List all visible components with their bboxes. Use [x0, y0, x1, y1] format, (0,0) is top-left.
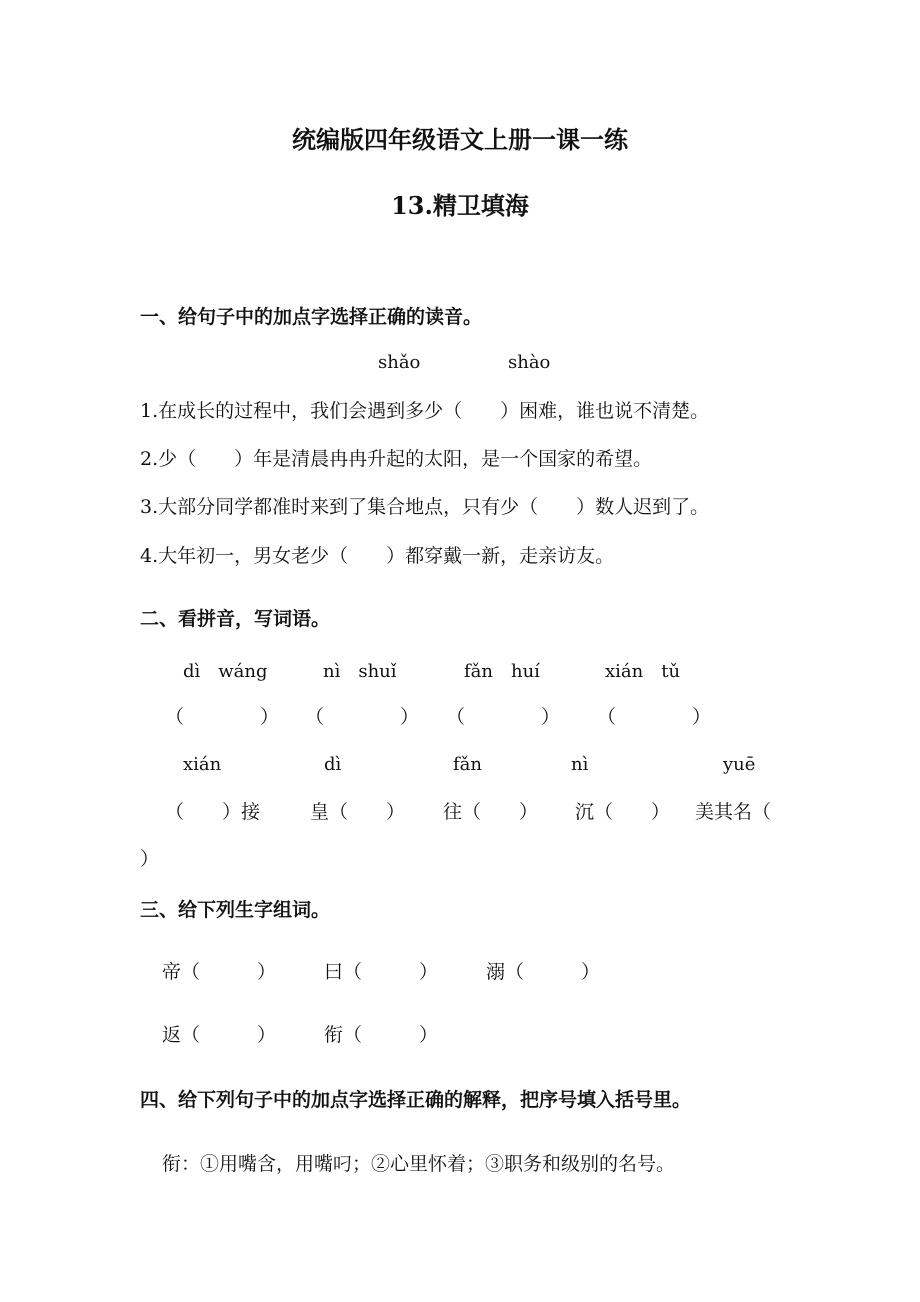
- section-3-heading: 三、给下列生字组词。: [140, 899, 331, 921]
- pinyin-fan: fǎn: [453, 754, 482, 775]
- compose-di[interactable]: 帝（ ）: [162, 961, 277, 983]
- compose-ni[interactable]: 溺（ ）: [486, 961, 601, 983]
- word-fill-xianjie[interactable]: （ ）接: [165, 801, 261, 823]
- compose-xian[interactable]: 衔（ ）: [324, 1024, 439, 1046]
- answer-blank[interactable]: （ ）: [305, 706, 420, 728]
- answer-blank[interactable]: （ ）: [165, 706, 280, 728]
- answer-blank[interactable]: （ ）: [597, 706, 712, 728]
- pinyin-di: dì: [324, 754, 342, 775]
- word-fill-huangdi[interactable]: 皇（ ）: [310, 801, 406, 823]
- section-1-heading: 一、给句子中的加点字选择正确的读音。: [140, 306, 483, 328]
- section-2-heading: 二、看拼音，写词语。: [140, 608, 331, 630]
- lesson-title: 13.精卫填海: [391, 191, 529, 220]
- pinyin-yue: yuē: [723, 754, 756, 775]
- pinyin-nishui: nì shuǐ: [323, 661, 397, 682]
- wrapped-paren: ）: [140, 848, 160, 870]
- question-1-item-3: 3.大部分同学都准时来到了集合地点，只有少（ ）数人迟到了。: [140, 496, 710, 518]
- compose-fan[interactable]: 返（ ）: [162, 1024, 277, 1046]
- pinyin-xiantu: xián tǔ: [605, 661, 681, 682]
- page-title: 统编版四年级语文上册一课一练: [292, 125, 628, 154]
- question-1-item-1: 1.在成长的过程中，我们会遇到多少（ ）困难，谁也说不清楚。: [140, 400, 710, 422]
- question-1-item-2: 2.少（ ）年是清晨冉冉升起的太阳，是一个国家的希望。: [140, 448, 653, 470]
- pinyin-diwang: dì wáng: [183, 661, 268, 682]
- word-fill-meiqimingyue[interactable]: 美其名（: [695, 801, 772, 823]
- answer-blank[interactable]: （ ）: [446, 706, 561, 728]
- pinyin-fanhui: fǎn huí: [464, 661, 540, 682]
- pinyin-ni: nì: [571, 754, 589, 775]
- pinyin-xian: xián: [183, 754, 222, 775]
- compose-yue[interactable]: 曰（ ）: [324, 961, 439, 983]
- pinyin-option-1: shǎo: [378, 352, 421, 373]
- definition-line: 衔：①用嘴含，用嘴叼；②心里怀着；③职务和级别的名号。: [162, 1153, 676, 1175]
- word-fill-chenni[interactable]: 沉（ ）: [575, 801, 671, 823]
- pinyin-option-2: shào: [508, 352, 551, 373]
- word-fill-wangfan[interactable]: 往（ ）: [443, 801, 539, 823]
- question-1-item-4: 4.大年初一，男女老少（ ）都穿戴一新，走亲访友。: [140, 545, 615, 567]
- section-4-heading: 四、给下列句子中的加点字选择正确的解释，把序号填入括号里。: [140, 1089, 692, 1111]
